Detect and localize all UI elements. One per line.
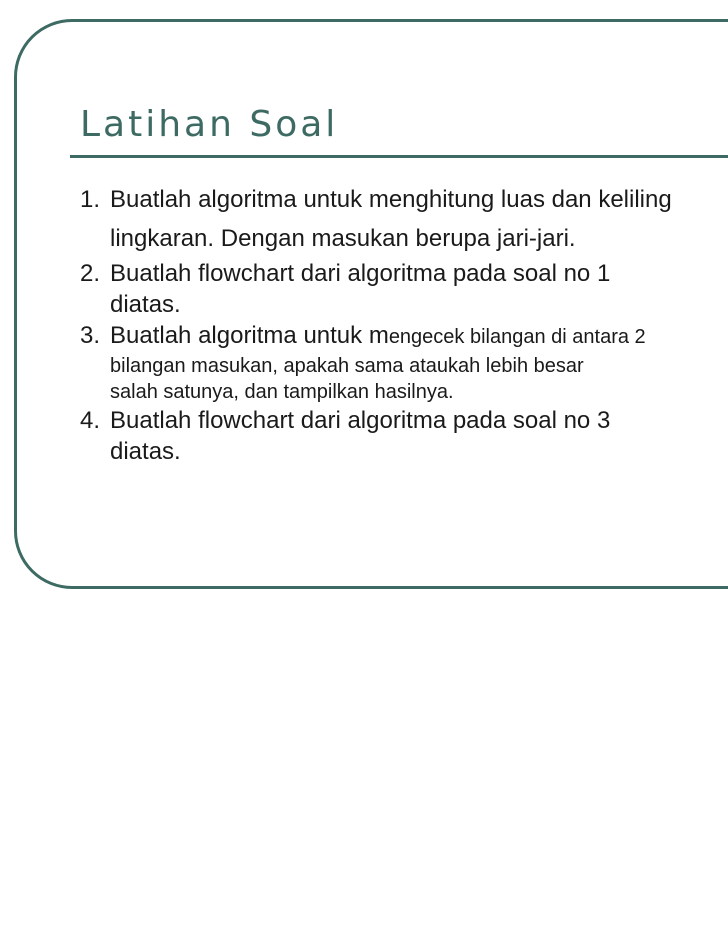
item-text-line: Buatlah algoritma untuk menghitung luas dan keliling xyxy=(110,186,672,213)
item-text-large: Buatlah algoritma untuk m xyxy=(110,322,389,349)
exercise-item-4 xyxy=(80,405,672,467)
item-text xyxy=(110,180,672,258)
exercise-item-3 xyxy=(80,320,672,405)
item-number: 4. xyxy=(80,407,101,434)
item-number: 2. xyxy=(80,260,101,287)
item-text-small: engecek bilangan di antara 2 xyxy=(388,326,646,348)
item-text-line: lingkaran. Dengan masukan berupa jari-jari. xyxy=(110,225,576,252)
item-text-line xyxy=(110,320,646,353)
item-text-line: salah satunya, dan tampilkan hasilnya. xyxy=(110,381,454,403)
item-text xyxy=(110,320,646,405)
exercise-list xyxy=(80,180,672,467)
item-text-line: diatas. xyxy=(110,438,181,465)
exercise-item-2 xyxy=(80,258,672,320)
title-underline xyxy=(70,155,728,158)
item-text-line: Buatlah flowchart dari algoritma pada soal no 1 xyxy=(110,260,611,287)
item-text-line: Buatlah flowchart dari algoritma pada soal no 3 xyxy=(110,407,611,434)
slide-title: Latihan Soal xyxy=(80,104,339,145)
item-text-line: diatas. xyxy=(110,291,181,318)
item-text xyxy=(110,405,610,467)
exercise-item-1 xyxy=(80,180,672,258)
item-text xyxy=(110,258,610,320)
item-text-line: bilangan masukan, apakah sama ataukah lebih besar xyxy=(110,355,584,377)
item-number: 3. xyxy=(80,322,101,349)
item-number: 1. xyxy=(80,186,101,213)
